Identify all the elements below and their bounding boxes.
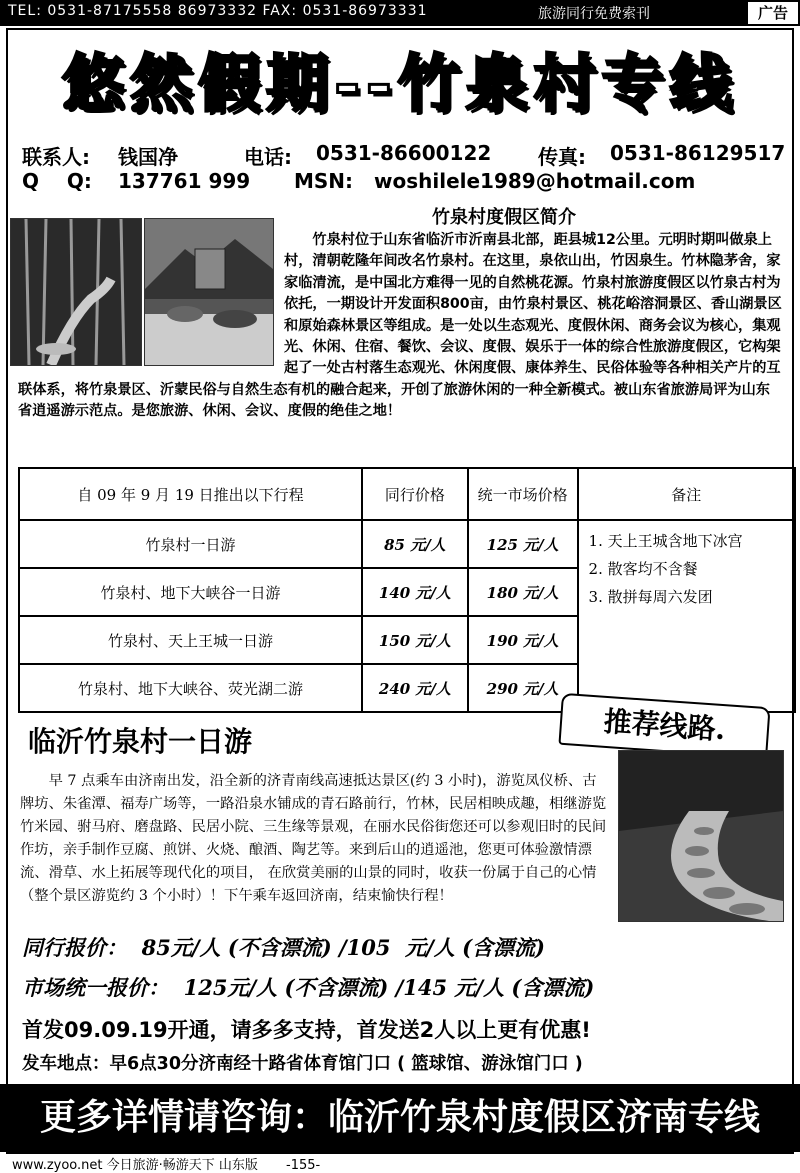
note-item: 2. 散客均不含餐 bbox=[588, 560, 698, 578]
footer-banner: 更多详情请咨询：临沂竹泉村度假区济南专线 bbox=[0, 1084, 800, 1152]
publication-name: 旅游同行免费索刊 bbox=[538, 6, 650, 22]
table-header: 统一市场价格 bbox=[468, 468, 578, 520]
stone-path-photo bbox=[618, 750, 784, 922]
recommend-badge: 推荐线路. bbox=[558, 693, 770, 759]
table-header-row bbox=[19, 468, 795, 520]
intro-title: 竹泉村度假区简介 bbox=[432, 207, 576, 228]
route-name: 竹泉村、地下大峡谷一日游 bbox=[19, 568, 362, 616]
day-tour-text: 早 7 点乘车由济南出发，沿全新的济青南线高速抵达景区(约 3 小时)，游览凤仪桥、古牌坊、朱雀潭、福寿广场等，一路沿泉水铺成的青石路前行，竹林，民居相映成趣，相继游览竹米园、驸马府、磨盘路、民居小院、三生缘等景观，在丽水民俗街您还可以参观旧时的民间作坊，亲手制作豆腐、煎饼、火烧、酿酒、陶艺等。来到后山的逍遥池，您更可体验激情漂流、滑草、水上拓展等现代化的项目， 在欣赏美丽的山景的同时，收获一份属于自己的心情（整个景区游览约 3 个小时）！下午乘车返回济南，结束愉快行程！ bbox=[20, 773, 607, 904]
route-name: 竹泉村、地下大峡谷、荧光湖二游 bbox=[19, 664, 362, 712]
market-price: 125 元/人 bbox=[468, 520, 578, 568]
footer bbox=[12, 1154, 320, 1173]
qq-number: 137761 999 bbox=[118, 169, 251, 193]
market-price: 180 元/人 bbox=[468, 568, 578, 616]
top-bar bbox=[0, 0, 800, 26]
day-tour-title: 临沂竹泉村一日游 bbox=[28, 725, 253, 758]
price-table bbox=[18, 467, 796, 713]
note-item: 1. 天上王城含地下冰宫 bbox=[588, 532, 743, 550]
trade-price: 240 元/人 bbox=[362, 664, 468, 712]
fax-number: 0531-86129517 bbox=[610, 141, 786, 165]
trade-price: 140 元/人 bbox=[362, 568, 468, 616]
footer-site: www.zyoo.net 今日旅游·畅游天下 山东版 bbox=[12, 1158, 258, 1173]
phone-number: 0531-86600122 bbox=[316, 141, 492, 165]
notes-cell bbox=[578, 520, 795, 712]
market-price-line: 市场统一报价： 125元/人 (不含漂流) /145 元/人 (含漂流) bbox=[22, 975, 595, 1000]
contact-person: 钱国净 bbox=[118, 145, 178, 169]
table-header: 备注 bbox=[578, 468, 795, 520]
msn-label: MSN: bbox=[294, 169, 354, 193]
market-price: 190 元/人 bbox=[468, 616, 578, 664]
note-item: 3. 散拼每周六发团 bbox=[588, 588, 713, 606]
intro-section bbox=[18, 230, 784, 423]
ad-label: 广告 bbox=[746, 0, 800, 26]
trade-price: 85 元/人 bbox=[362, 520, 468, 568]
trade-price: 150 元/人 bbox=[362, 616, 468, 664]
intro-text: 竹泉村位于山东省临沂市沂南县北部，距县城12公里。元明时期叫做泉上村，清朝乾隆年间改名竹泉村。在这里，泉依山出，竹因泉生。竹林隐茅舍，家家临清流，是中国北方难得一见的自然桃花源。竹泉村旅游度假区以竹泉古村为依托，一期设计开发面积800亩，由竹泉村景区、桃花峪溶洞景区、香山湖景区和原始森林景区等组成。是一处以生态观光、度假休闲、商务会议为核心，集观光、休闲、住宿、餐饮、会议、度假、娱乐于一体的综合性旅游度假区，它构架起了一处古村落生态观光、休闲度假、康体养生、民俗体验等各种相关产片的互联体系，将竹泉景区、沂蒙民俗与自然生态有机的融合起来，开创了旅游休闲的一种全新模式。被山东省旅游局评为山东省逍遥游示范点。是您旅游、休闲、会议、度假的绝佳之地！ bbox=[18, 232, 782, 420]
route-name: 竹泉村一日游 bbox=[19, 520, 362, 568]
fax-label: 传真: bbox=[538, 145, 586, 169]
trade-price-line: 同行报价： 85元/人 (不含漂流) /105 元/人 (含漂流) bbox=[22, 935, 545, 960]
phone-label: 电话: bbox=[244, 145, 292, 169]
msn-address: woshilele1989@hotmail.com bbox=[374, 169, 696, 193]
contact-person-label: 联系人: bbox=[22, 145, 90, 169]
table-header: 自 09 年 9 月 19 日推出以下行程 bbox=[19, 468, 362, 520]
table-header: 同行价格 bbox=[362, 468, 468, 520]
table-row bbox=[19, 520, 795, 568]
contact-line: TEL: 0531-87175558 86973332 FAX: 0531-86973331 bbox=[8, 3, 428, 19]
market-price: 290 元/人 bbox=[468, 664, 578, 712]
departure-info: 发车地点：早6点30分济南经十路省体育馆门口 ( 篮球馆、游泳馆门口 ) bbox=[22, 1054, 583, 1074]
page-title: 悠然假期--竹泉村专线 bbox=[62, 47, 738, 120]
photo-spacer bbox=[18, 230, 284, 366]
launch-notice: 首发09.09.19开通，请多多支持，首发送2人以上更有优惠! bbox=[22, 1018, 591, 1042]
qq-label: Q Q: bbox=[22, 169, 92, 193]
page-number: -155- bbox=[286, 1158, 321, 1173]
route-name: 竹泉村、天上王城一日游 bbox=[19, 616, 362, 664]
